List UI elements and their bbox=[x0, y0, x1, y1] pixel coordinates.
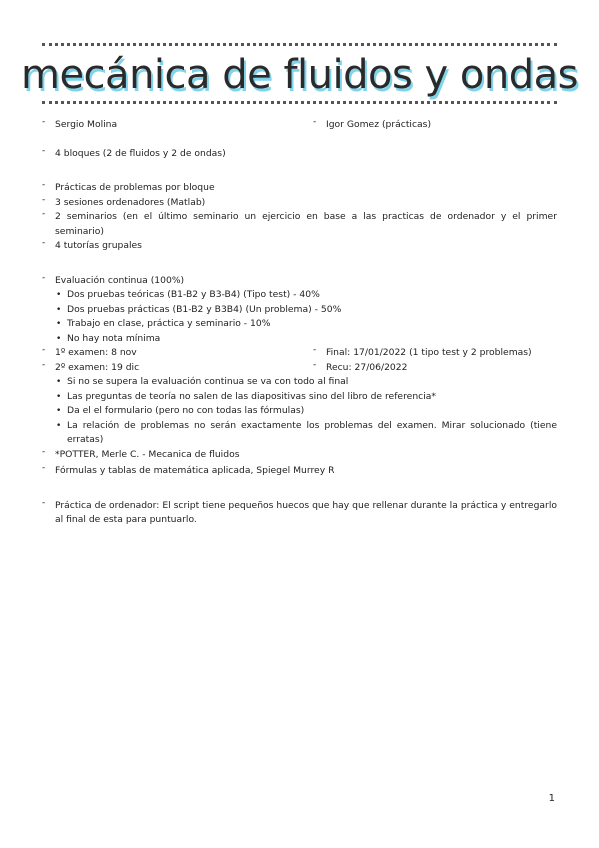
practice-item: - 2 seminarios (en el último seminario un ejercicio en base a las practicas de ordenador y el primer seminario) bbox=[42, 210, 557, 239]
instructors-row bbox=[42, 118, 557, 133]
notes-body bbox=[42, 118, 557, 528]
reference-item: - Fórmulas y tablas de matemática aplicada, Spiegel Murrey R bbox=[42, 464, 557, 479]
exam-note: • Las preguntas de teoría no salen de las diapositivas sino del libro de referencia* bbox=[42, 390, 557, 405]
exam-notes bbox=[42, 375, 557, 448]
practice-item: - Prácticas de problemas por bloque bbox=[42, 181, 557, 196]
reference-item: - *POTTER, Merle C. - Mecanica de fluidos bbox=[42, 448, 557, 463]
page-title: mecánica de fluidos y ondas bbox=[20, 52, 578, 98]
instructor-theory: - Sergio Molina bbox=[42, 118, 313, 133]
top-dotted-divider bbox=[42, 43, 557, 46]
page-number: 1 bbox=[548, 793, 555, 804]
recu-exam-date: - Recu: 27/06/2022 bbox=[313, 361, 407, 376]
instructor-practice: - Igor Gomez (prácticas) bbox=[313, 118, 431, 133]
evaluation-item: • Trabajo en clase, práctica y seminario - 10% bbox=[42, 317, 557, 332]
practice-note: - Práctica de ordenador: El script tiene pequeños huecos que hay que rellenar durante la práctica y entregarlo al final de esta para puntuarlo. bbox=[42, 499, 557, 528]
exam-row-1 bbox=[42, 346, 557, 361]
evaluation-item: • No hay nota mínima bbox=[42, 332, 557, 347]
second-exam-date: - 2º examen: 19 dic bbox=[42, 361, 313, 376]
evaluation-heading: - Evaluación continua (100%) bbox=[42, 274, 557, 289]
first-exam-date: - 1º examen: 8 nov bbox=[42, 346, 313, 361]
evaluation-item: • Dos pruebas teóricas (B1-B2 y B3-B4) (Tipo test) - 40% bbox=[42, 288, 557, 303]
practice-item: - 4 tutorías grupales bbox=[42, 239, 557, 254]
exam-note: • Si no se supera la evaluación continua se va con todo al final bbox=[42, 375, 557, 390]
practice-item: - 3 sesiones ordenadores (Matlab) bbox=[42, 196, 557, 211]
blocks-line: - 4 bloques (2 de fluidos y 2 de ondas) bbox=[42, 147, 557, 162]
bottom-dotted-divider bbox=[42, 101, 557, 104]
exam-note: • Da el el formulario (pero no con todas las fórmulas) bbox=[42, 404, 557, 419]
exam-row-2 bbox=[42, 361, 557, 376]
evaluation-section bbox=[42, 274, 557, 347]
practices-list bbox=[42, 181, 557, 254]
exam-note: • La relación de problemas no serán exactamente los problemas del examen. Mirar solucionado (tiene erratas) bbox=[42, 419, 557, 448]
evaluation-item: • Dos pruebas prácticas (B1-B2 y B3B4) (Un problema) - 50% bbox=[42, 303, 557, 318]
final-exam-date: - Final: 17/01/2022 (1 tipo test y 2 problemas) bbox=[313, 346, 532, 361]
